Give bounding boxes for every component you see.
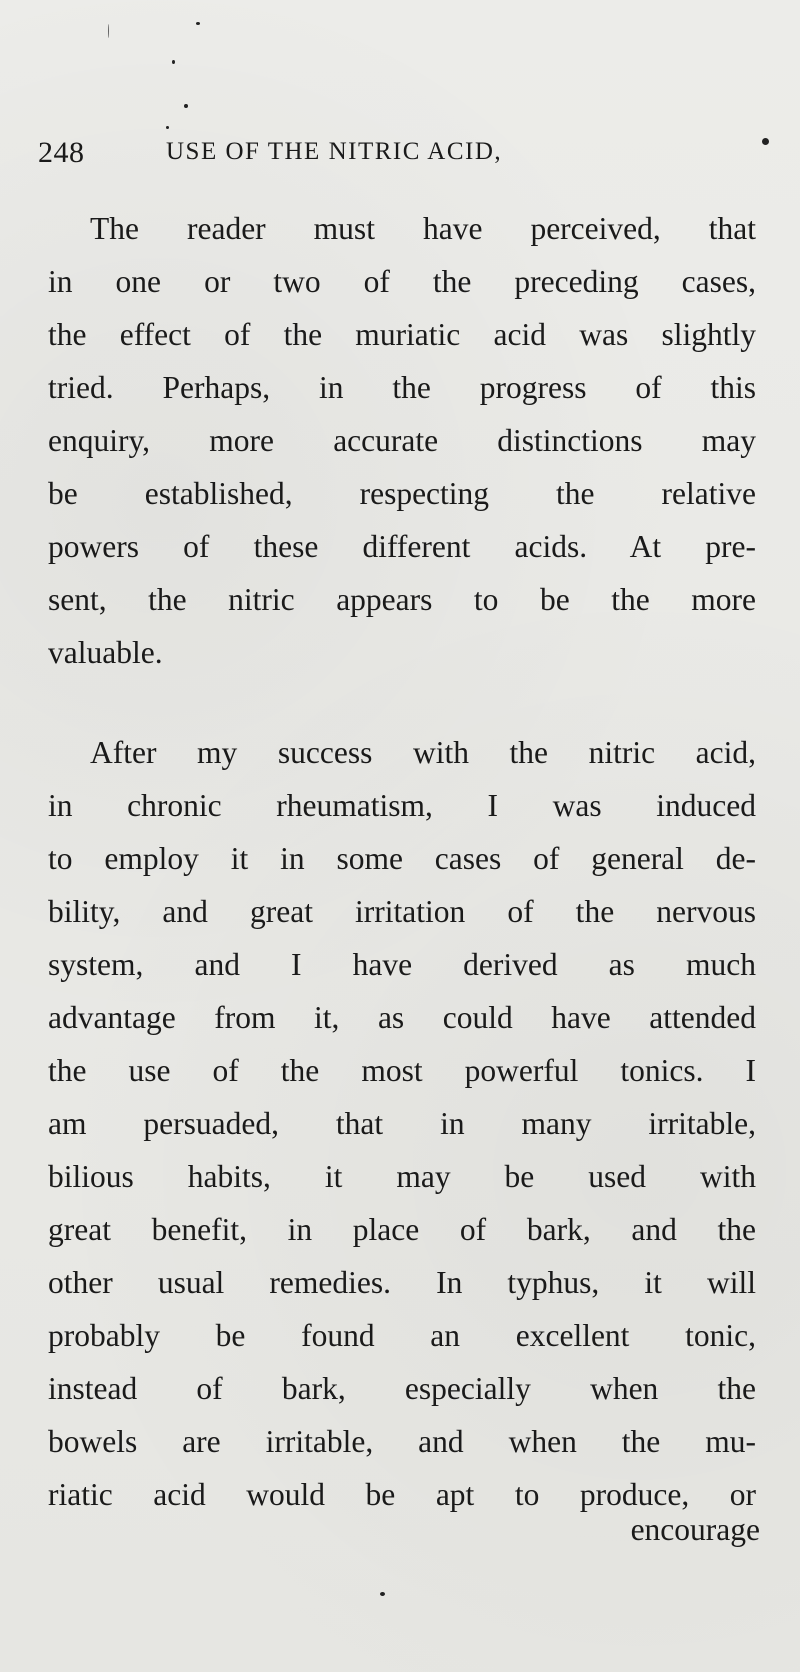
running-head: USE OF THE NITRIC ACID, xyxy=(166,138,503,165)
text-line: system, and I have derived as much xyxy=(48,947,756,982)
ink-speck xyxy=(762,138,769,145)
text-line: sent, the nitric appears to be the more xyxy=(48,582,756,617)
text-line: other usual remedies. In typhus, it will xyxy=(48,1265,756,1300)
paragraph-gap xyxy=(48,679,756,726)
body-text xyxy=(48,202,756,1521)
ink-speck xyxy=(172,60,175,64)
text-line: The reader must have perceived, that xyxy=(90,211,756,246)
text-line: to employ it in some cases of general de- xyxy=(48,841,756,876)
page-header xyxy=(38,136,760,176)
text-line: bowels are irritable, and when the mu- xyxy=(48,1424,756,1459)
text-line: instead of bark, especially when the xyxy=(48,1371,756,1406)
text-line: be established, respecting the relative xyxy=(48,476,756,511)
text-line: After my success with the nitric acid, xyxy=(90,735,756,770)
text-line: in one or two of the preceding cases, xyxy=(48,264,756,299)
text-line: bility, and great irritation of the nervous xyxy=(48,894,756,929)
ink-speck xyxy=(108,24,109,38)
text-line: the effect of the muriatic acid was slightly xyxy=(48,317,756,352)
text-line: the use of the most powerful tonics. I xyxy=(48,1053,756,1088)
text-line: enquiry, more accurate distinctions may xyxy=(48,423,756,458)
ink-speck xyxy=(166,126,169,129)
text-line: probably be found an excellent tonic, xyxy=(48,1318,756,1353)
text-line: riatic acid would be apt to produce, or xyxy=(48,1477,756,1512)
text-line: in chronic rheumatism, I was induced xyxy=(48,788,756,823)
page-number: 248 xyxy=(38,136,85,169)
ink-speck xyxy=(184,104,188,108)
text-line: great benefit, in place of bark, and the xyxy=(48,1212,756,1247)
text-line: powers of these different acids. At pre- xyxy=(48,529,756,564)
text-line: valuable. xyxy=(48,635,163,670)
text-line: am persuaded, that in many irritable, xyxy=(48,1106,756,1141)
text-line: tried. Perhaps, in the progress of this xyxy=(48,370,756,405)
text-line: advantage from it, as could have attended xyxy=(48,1000,756,1035)
ink-speck xyxy=(380,1592,385,1596)
catchword: encourage xyxy=(630,1512,760,1547)
ink-speck xyxy=(196,22,200,25)
text-line: bilious habits, it may be used with xyxy=(48,1159,756,1194)
